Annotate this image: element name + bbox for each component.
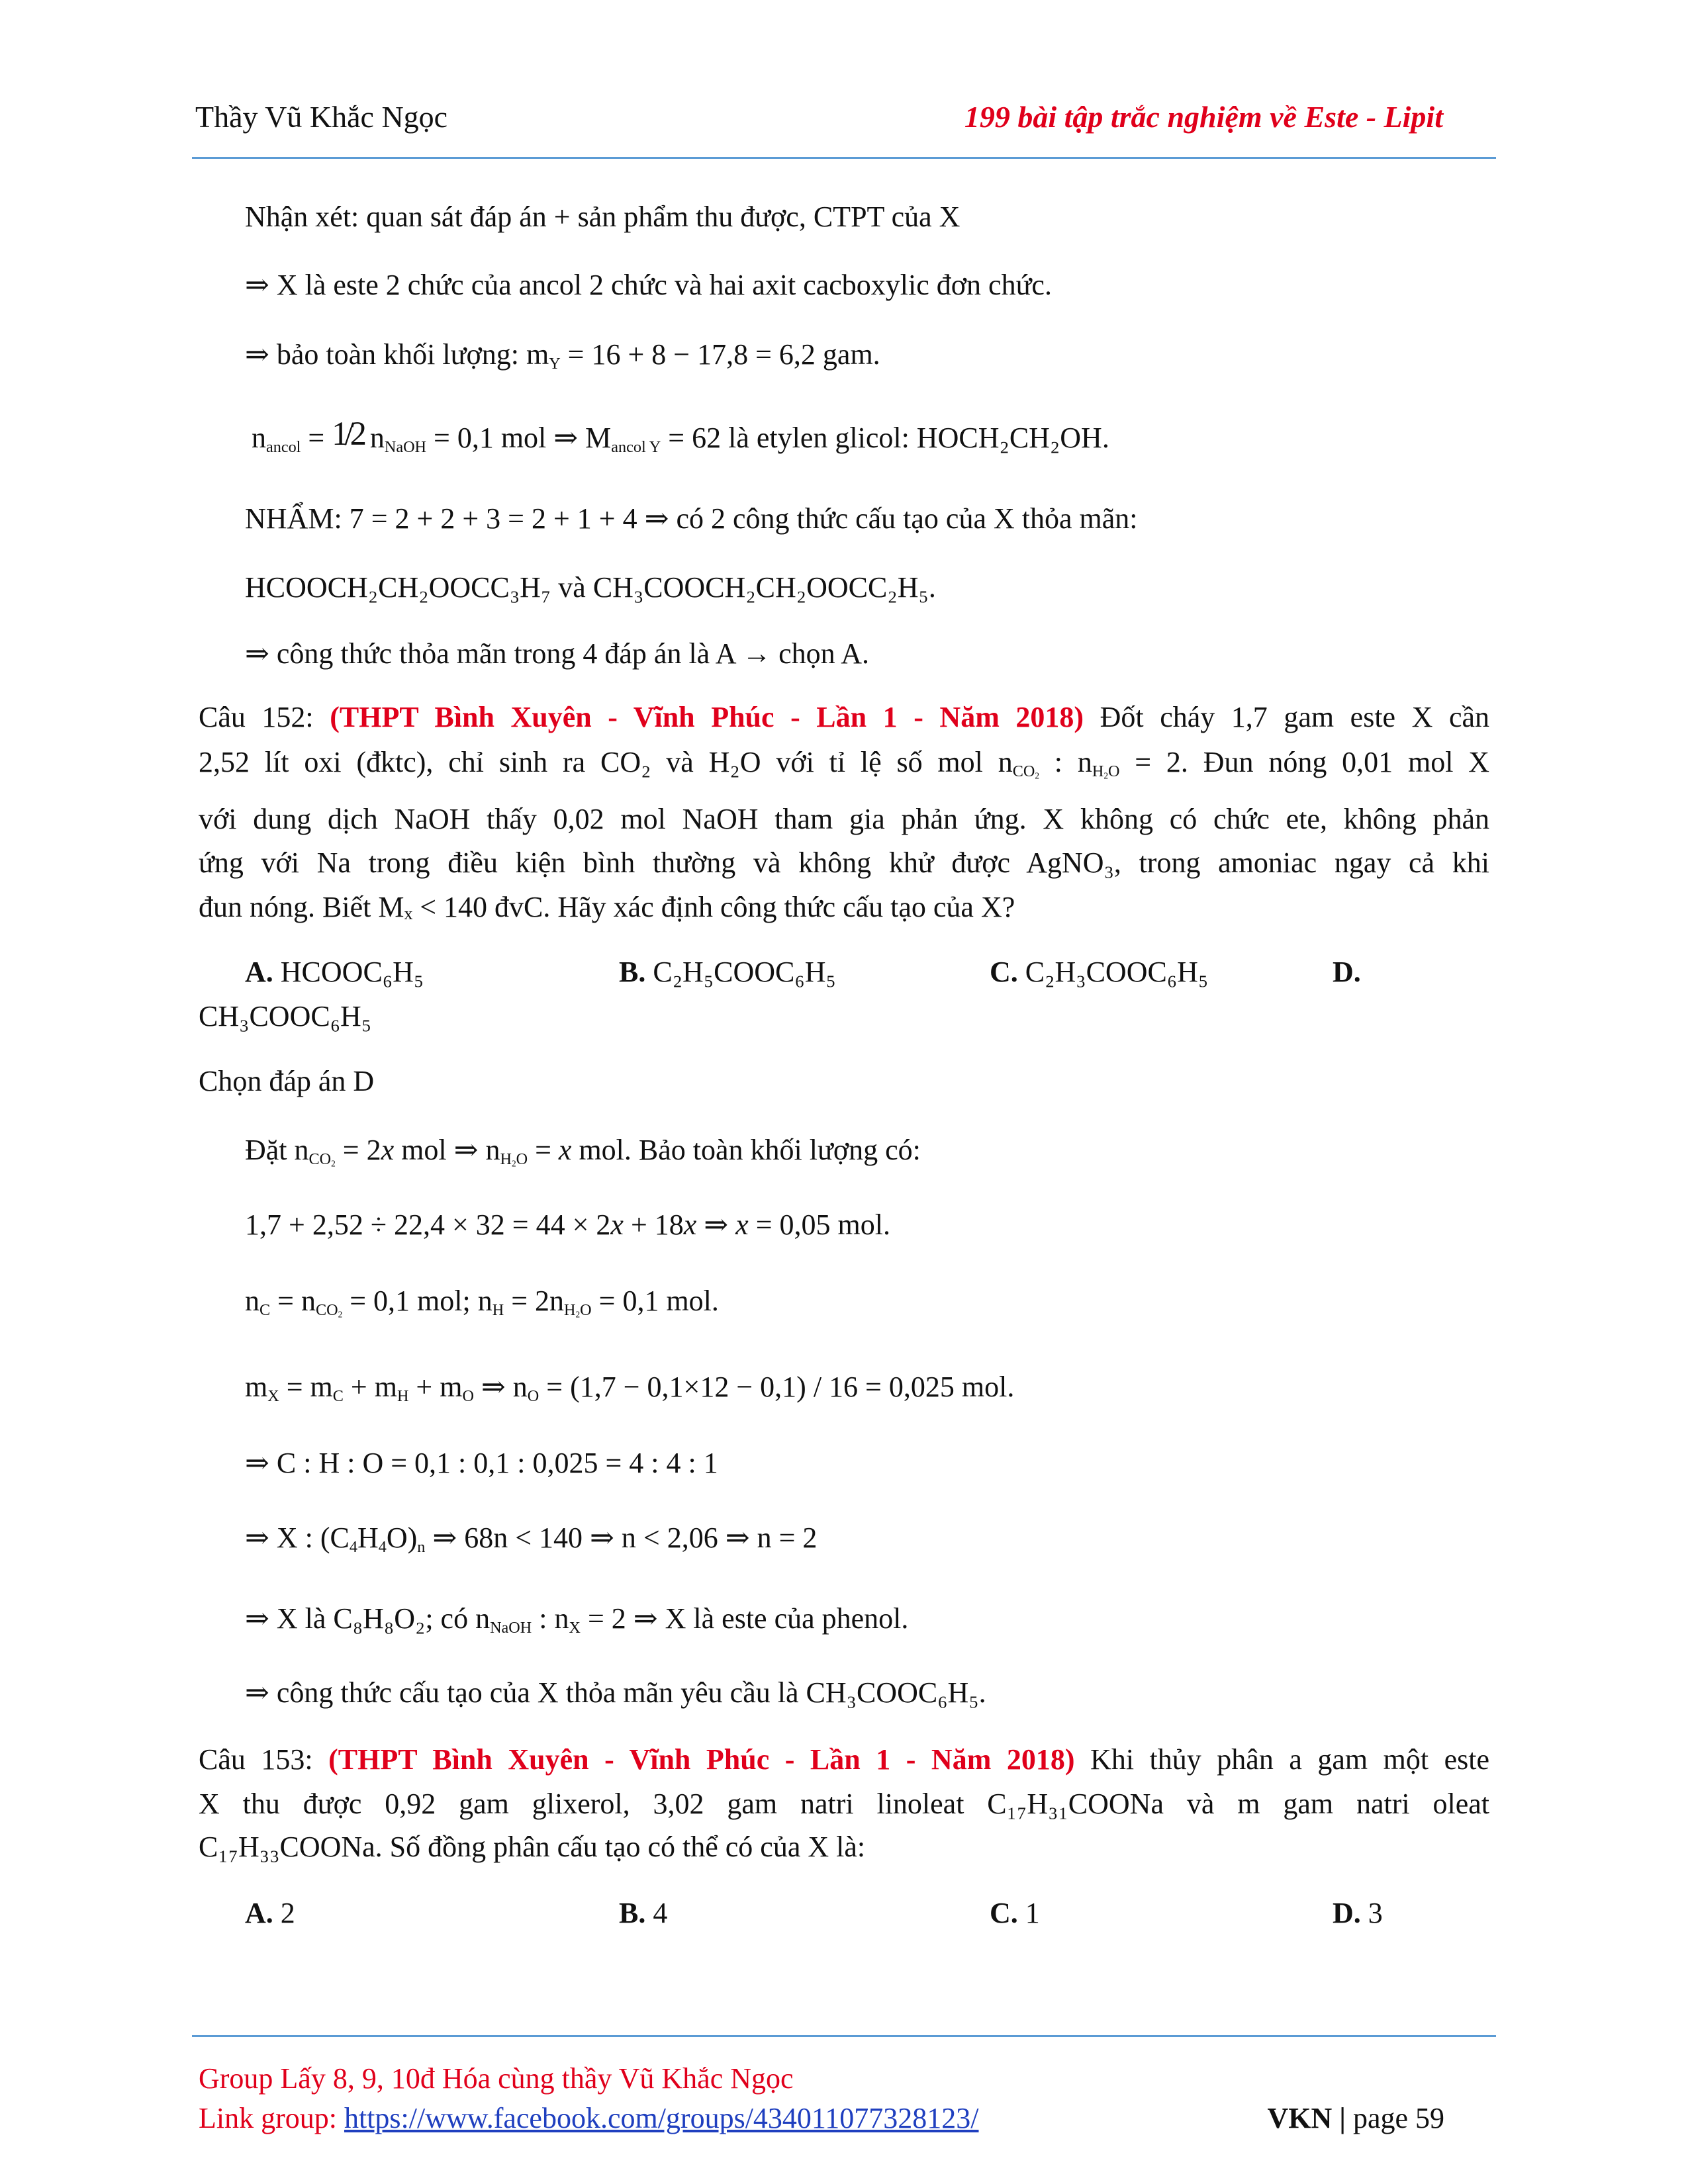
q152-step1: Đặt $n_{CO_2} = 2x$ mol ⇒ $n_{H_2O} = x$ mol. Bảo toàn khối lượng có: (245, 1134, 921, 1169)
q153-option-c: C. 1 (990, 1897, 1040, 1929)
q152-step6: ⇒ X : $(C_4H_4O)_n$ ⇒ 68n < 140 ⇒ n < 2,06 ⇒ n = 2 (245, 1522, 818, 1556)
q153-line1: Câu 153: (THPT Bình Xuyên - Vĩnh Phúc - Lần 1 - Năm 2018) Khi thủy phân a gam một este (199, 1743, 1490, 1776)
q152-line5: đun nóng. Biết Mₓ < 140 đvC. Hãy xác định công thức cấu tạo của X? (199, 891, 1015, 923)
footer-group: Group Lấy 8, 9, 10đ Hóa cùng thầy Vũ Khắc Ngọc (199, 2062, 794, 2095)
q153-option-b: B. 4 (619, 1897, 668, 1929)
q153-line3: C₁₇H₃₃COONa. Số đồng phân cấu tạo có thể có của X là: (199, 1831, 866, 1863)
footer-group-link[interactable]: https://www.facebook.com/groups/434011077328123/ (344, 2102, 979, 2134)
q152-line2: 2,52 lít oxi (đktc), chỉ sinh ra CO₂ và H₂O với tỉ lệ số mol $n_{CO_2}$ : $n_{H_2O} = 2$. Đun nóng 0,01 mol X (199, 746, 1490, 781)
sol151-line1: Nhận xét: quan sát đáp án + sản phẩm thu được, CTPT của X (245, 201, 961, 233)
footer-rule (192, 2035, 1496, 2037)
sol151-line3: ⇒ bảo toàn khối lượng: $m_Y = 16 + 8 - 17,8 = 6,2$ gam. (245, 338, 880, 373)
sol151-line6: HCOOCH₂CH₂OOCC₃H₇ và CH₃COOCH₂CH₂OOCC₂H₅. (245, 571, 936, 604)
q153-source: (THPT Bình Xuyên - Vĩnh Phúc - Lần 1 - Năm 2018) (328, 1743, 1075, 1776)
q152-option-c: C. C₂H₃COOC₆H₅ (990, 956, 1209, 988)
header-title: 199 bài tập trắc nghiệm về Este - Lipit (964, 100, 1443, 134)
footer-page: VKN | page 59 (1267, 2102, 1444, 2134)
q152-source: (THPT Bình Xuyên - Vĩnh Phúc - Lần 1 - Năm 2018) (330, 701, 1084, 733)
q153-line2: X thu được 0,92 gam glixerol, 3,02 gam natri linoleat C₁₇H₃₁COONa và m gam natri oleat (199, 1788, 1489, 1820)
sol151-line5: NHẨM: 7 = 2 + 2 + 3 = 2 + 1 + 4 ⇒ có 2 công thức cấu tạo của X thỏa mãn: (245, 502, 1138, 535)
q152-option-a: A. HCOOC₆H₅ (245, 956, 424, 988)
q153-option-d: D. 3 (1333, 1897, 1383, 1929)
sol151-line2: ⇒ X là este 2 chức của ancol 2 chức và hai axit cacboxylic đơn chức. (245, 269, 1052, 301)
q152-step5: ⇒ C : H : O = 0,1 : 0,1 : 0,025 = 4 : 4 : 1 (245, 1447, 718, 1479)
sol151-line7: ⇒ công thức thỏa mãn trong 4 đáp án là A → chọn A. (245, 637, 869, 670)
q152-step8: ⇒ công thức cấu tạo của X thỏa mãn yêu cầu là CH₃COOC₆H₅. (245, 1676, 986, 1709)
q152-step7: ⇒ X là C₈H₈O₂; có $n_{NaOH}$ : $n_X = 2$ ⇒ X là este của phenol. (245, 1602, 909, 1637)
q152-option-d-text: CH₃COOC₆H₅ (199, 1000, 372, 1032)
q152-line1: Câu 152: (THPT Bình Xuyên - Vĩnh Phúc - Lần 1 - Năm 2018) Đốt cháy 1,7 gam este X cần (199, 701, 1490, 733)
q152-step2: 1,7 + 2,52 ÷ 22,4 × 32 = 44 × 2x + 18x ⇒ x = 0,05 mol. (245, 1208, 890, 1241)
q152-step3: $n_C = n_{CO_2} = 0,1$ mol; $n_H = 2n_{H_2O} = 0,1$ mol. (245, 1285, 719, 1320)
q152-line4: ứng với Na trong điều kiện bình thường và không khử được AgNO₃, trong amoniac ngay cả khi (199, 846, 1489, 879)
header-author: Thầy Vũ Khắc Ngọc (195, 100, 448, 134)
q152-answer: Chọn đáp án D (199, 1065, 375, 1097)
sol151-line4: $n_{ancol} = 1/2$ $n_{NaOH} = 0,1$ mol ⇒ $M_{ancol Y} = 62$ là etylen glicol: HOCH₂CH₂OH. (252, 415, 1109, 456)
footer-link-line: Link group: https://www.facebook.com/groups/434011077328123/ (199, 2102, 979, 2134)
q152-option-b: B. C₂H₅COOC₆H₅ (619, 956, 836, 988)
header-rule (192, 157, 1496, 159)
q152-option-d: D. (1333, 956, 1361, 988)
q152-line3: với dung dịch NaOH thấy 0,02 mol NaOH tham gia phản ứng. X không có chức ete, không phản (199, 803, 1489, 835)
q152-step4: $m_X = m_C + m_H + m_O$ ⇒ $n_O = (1,7 - 0,1\times 12 - 0,1) / 16 = 0,025$ mol. (245, 1371, 1015, 1405)
q153-option-a: A. 2 (245, 1897, 295, 1929)
